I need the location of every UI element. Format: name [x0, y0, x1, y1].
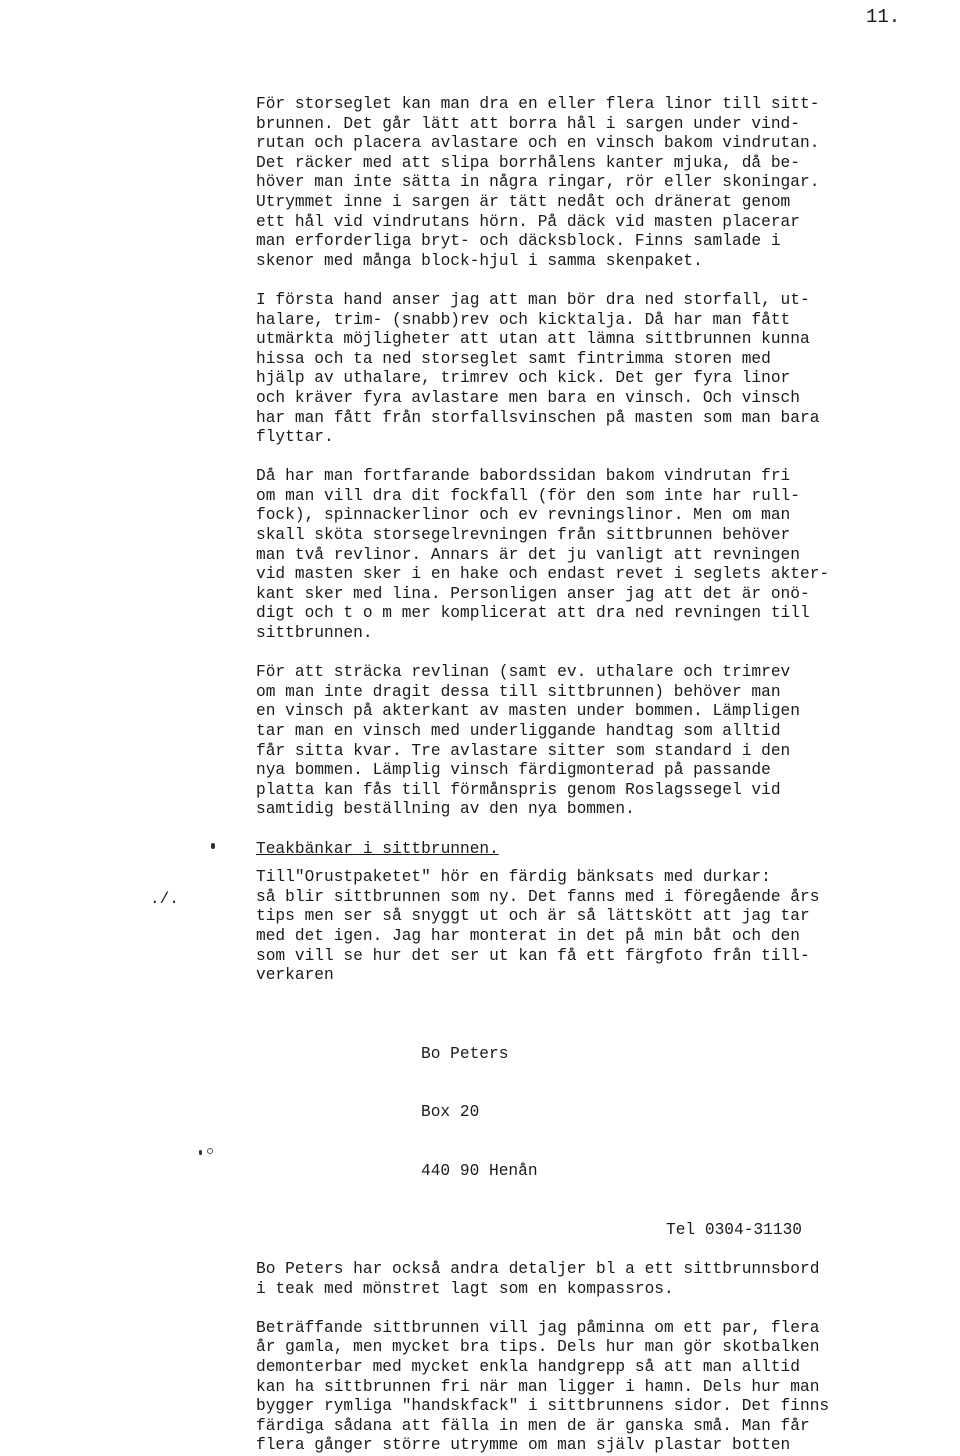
paragraph-betraffande: Beträffande sittbrunnen vill jag påminna om ett par, flera år gamla, men mycket bra tips. Dels hur man gör skotbalken demonterbar med mycket enkla handgrepp så att man alltid kan ha sittbrunnen fri när man ligger i hamn. Dels hur man bygger rymliga "handskfack" i sittbrunnens sidor. Det finns färdiga sådana att fälla in men de är ganska små. Man får flera gånger större utrymme om man själv plastar botten: [256, 1318, 830, 1455]
address-postal: 440 90 Henån: [421, 1162, 538, 1181]
paragraph-orustpaketet: Till"Orustpaketet" hör en färdig bänksats med durkar: så blir sittbrunnen som ny. Det fanns med i föregående års tips men ser så snyggt ut och är så lättskött att jag tar med det igen. Jag har monterat in det på min båt och den som vill se hur det ser ut kan få ett färgfoto från till- verkaren: [256, 868, 820, 985]
paragraph-sittbrunnsbord: Bo Peters har också andra detaljer bl a ett sittbrunnsbord i teak med mönstret lagt som en kompassros.: [256, 1260, 820, 1298]
address-box: Box 20: [421, 1103, 480, 1122]
page-number: 11.: [866, 6, 901, 28]
address-block: [421, 1005, 946, 1240]
paragraph-babordssidan: Då har man fortfarande babordssidan bakom vindrutan fri om man vill dra dit fockfall (för den som inte har rull- fock), spinnackerlinor och ev revningslinor. Men om man skall sköta storsegelrevningen från sittbrunnen behöver man två revlinor. Annars är det ju vanligt att revningen vid masten sker i en hake och endast revet i seglets akter- kant sker med lina. Personligen anser jag att det är onö- digt och t o m mer komplicerat att dra ned revningen till sittbrunnen.: [256, 467, 830, 643]
paragraph-revlinan: För att sträcka revlinan (samt ev. uthalare och trimrev om man inte dragit dessa till sittbrunnen) behöver man en vinsch på akterkant av masten under bommen. Lämpligen tar man en vinsch med underliggande handtag som alltid får sitta kvar. Tre avlastare sitter som standard i den nya bommen. Lämplig vinsch färdigmonterad på passande platta kan fås till förmånspris genom Roslagssegel vid samtidig beställning av den nya bommen.: [256, 663, 800, 819]
margin-ink-dot: [211, 843, 215, 849]
paragraph-forsta-hand: I första hand anser jag att man bör dra ned storfall, ut- halare, trim- (snabb)rev och kicktalja. Då har man fått utmärkta möjligheter att utan att lämna sittbrunnen kunna hissa och ta ned storseglet samt fintrimma storen med hjälp av uthalare, trimrev och kick. Det ger fyra linor och kräver fyra avlastare men bara en vinsch. Och vinsch har man fått från storfallsvinschen på masten som man bara flyttar.: [256, 290, 820, 447]
margin-reference-mark: ./.: [150, 890, 179, 908]
margin-ink-dot: [199, 1150, 202, 1155]
section-heading-teakbankar: Teakbänkar i sittbrunnen.: [256, 839, 499, 858]
address-name: Bo Peters: [421, 1044, 509, 1063]
address-telephone: Tel 0304-31130: [666, 1220, 802, 1239]
margin-ink-dot: [207, 1148, 213, 1154]
document-body: [256, 95, 946, 1456]
paragraph-storseglet: För storseglet kan man dra en eller flera linor till sitt- brunnen. Det går lätt att borra hål i sargen under vind- rutan och placera avlastare och en vinsch bakom vindrutan. Det räcker med att slipa borrhålens kanter mjuka, då be- höver man inte sätta in några ringar, rör eller skoningar. Utrymmet inne i sargen är tätt nedåt och dränerat genom ett hål vid vindrutans hörn. På däck vid masten placerar man erforderliga bryt- och däcksblock. Finns samlade i skenor med många block-hjul i samma skenpaket.: [256, 95, 820, 270]
